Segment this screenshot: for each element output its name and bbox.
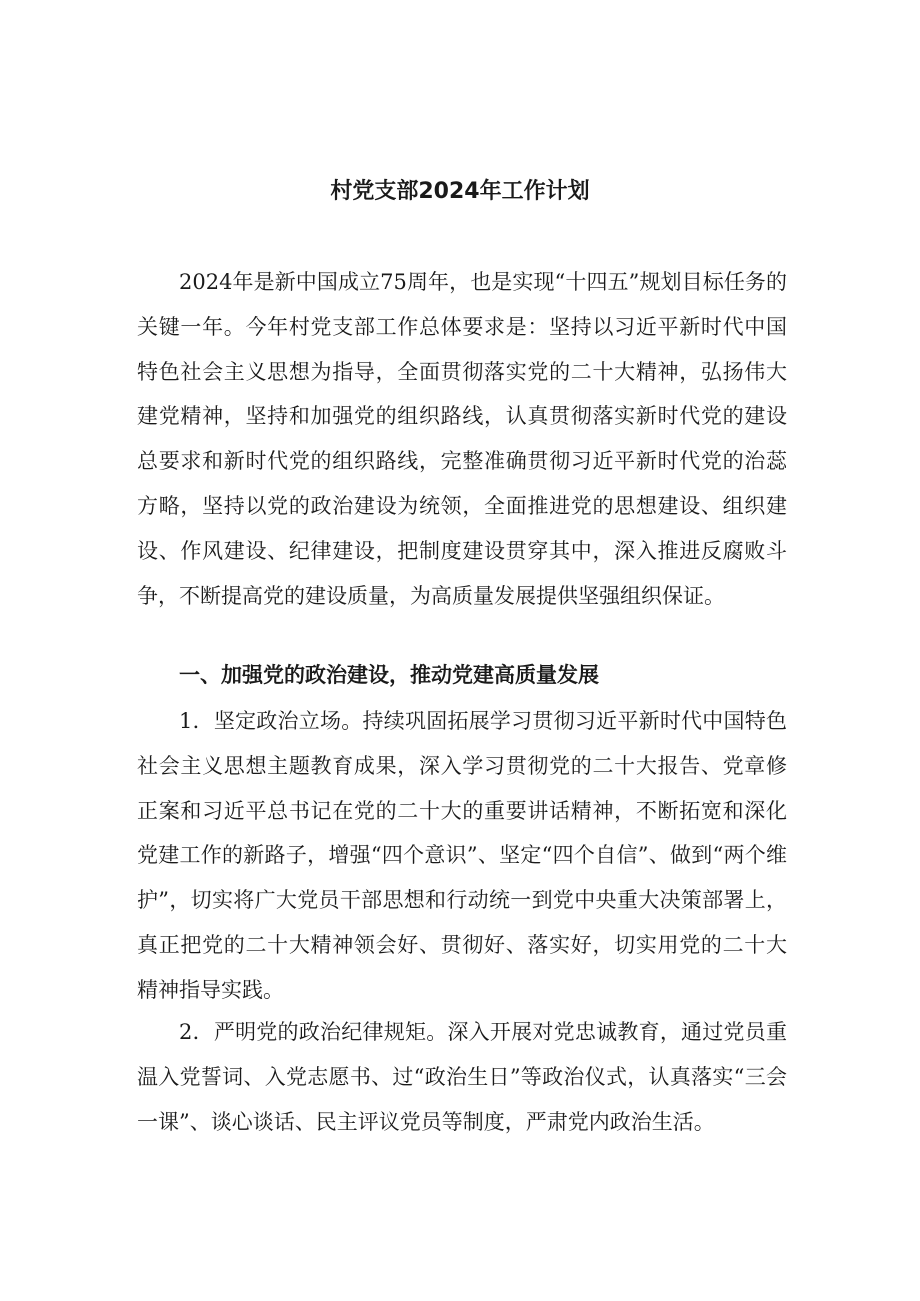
section1-item-2: 2．严明党的政治纪律规矩。深入开展对党忠诚教育，通过党员重温入党誓词、入党志愿书、过“政治生日”等政治仪式，认真落实“三会一课”、谈心谈话、民主评议党员等制度，严肃党内政治生活。 [137, 1020, 787, 1134]
intro-paragraph: 2024年是新中国成立75周年，也是实现“十四五”规划目标任务的关键一年。今年村党支部工作总体要求是：坚持以习近平新时代中国特色社会主义思想为指导，全面贯彻落实党的二十大精神，弘扬伟大建党精神，坚持和加强党的组织路线，认真贯彻落实新时代党的建设总要求和新时代党的组织路线，完整准确贯彻习近平新时代党的治蕊方略，坚持以党的政治建设为统领，全面推进党的思想建设、组织建设、作风建设、纪律建设，把制度建设贯穿其中，深入推进反腐败斗争，不断提高党的建设质量，为高质量发展提供坚强组织保证。 [137, 270, 787, 608]
section1-item-1: 1．坚定政治立场。持续巩固拓展学习贯彻习近平新时代中国特色社会主义思想主题教育成果，深入学习贯彻党的二十大报告、党章修正案和习近平总书记在党的二十大的重要讲话精神，不断拓宽和深化党建工作的新路子，增强“四个意识”、坚定“四个自信”、做到“两个维护”，切实将广大党员干部思想和行动统一到党中央重大决策部署上，真正把党的二十大精神领会好、贯彻好、落实好，切实用党的二十大精神指导实践。 [137, 709, 787, 1002]
document-title: 村党支部2024年工作计划 [330, 179, 590, 204]
section-heading-1: 一、加强党的政治建设，推动党建高质量发展 [179, 663, 599, 687]
